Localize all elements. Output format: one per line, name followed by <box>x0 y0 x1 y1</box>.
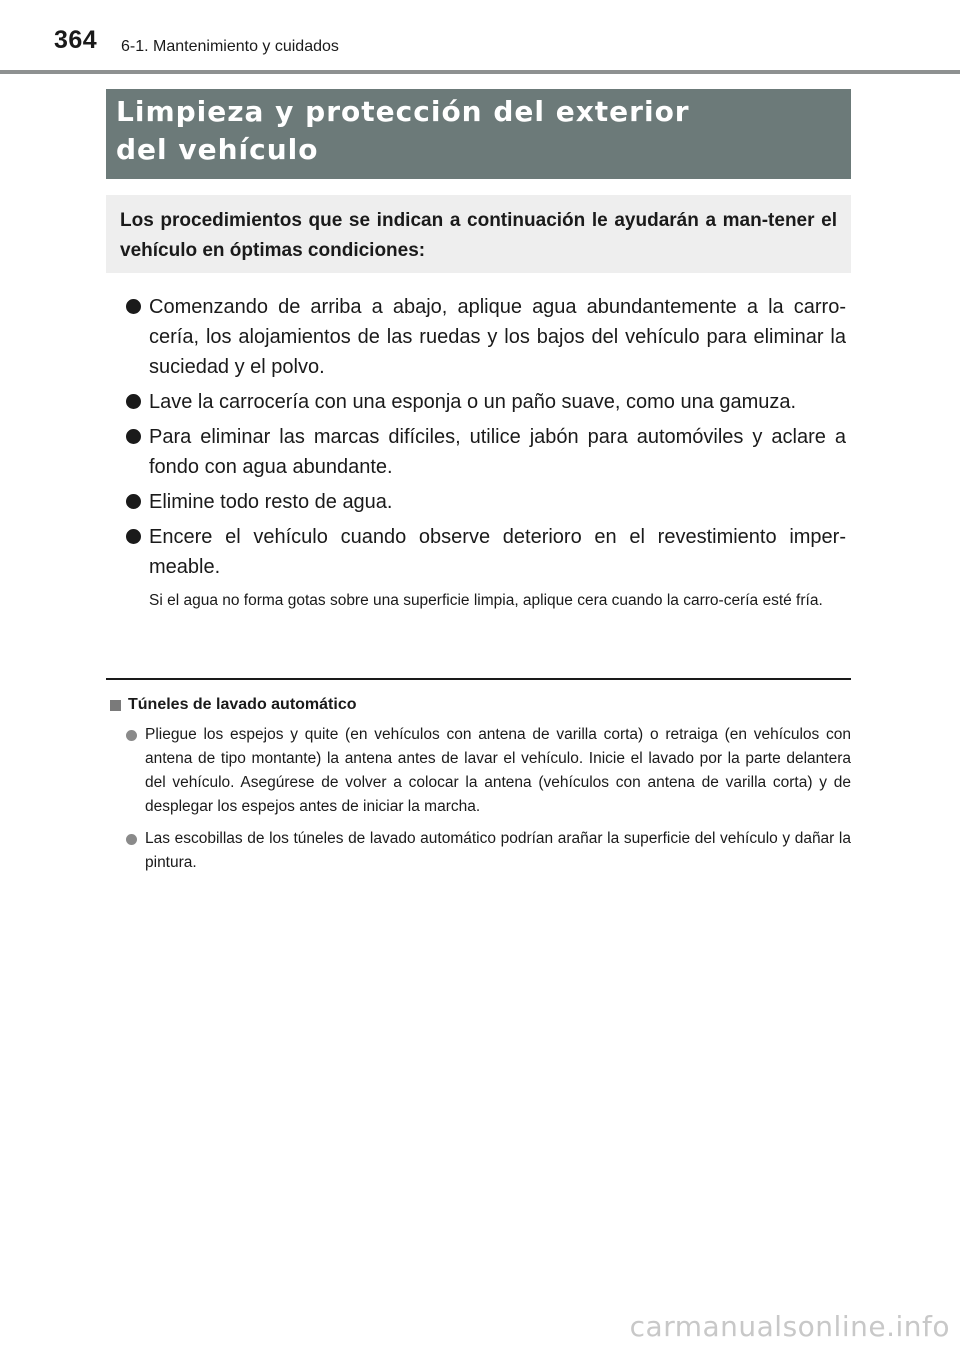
page-title <box>106 89 851 179</box>
title-line-2: del vehículo <box>116 133 319 166</box>
square-bullet-icon <box>110 700 121 711</box>
list-item-text: Encere el vehículo cuando observe deterioro en el revestimiento imper-meable. <box>149 526 846 578</box>
bullet-list <box>126 292 846 615</box>
bullet-icon <box>126 429 141 444</box>
watermark: carmanualsonline.info <box>629 1310 950 1343</box>
list-item <box>126 422 846 482</box>
list-item-text: Las escobillas de los túneles de lavado automático podrían arañar la superficie del vehículo y dañar la pintura. <box>145 830 851 871</box>
bullet-icon <box>126 730 137 741</box>
intro-box <box>106 195 851 273</box>
list-item <box>126 522 846 582</box>
list-item-text: Pliegue los espejos y quite (en vehículos con antena de varilla corta) o retraiga (en vehículos con antena de tipo montante) la antena antes de lavar el vehículo. Inicie el lavado por la parte delantera del vehículo. Asegúrese de volver a colocar la antena (vehículos con antena de varilla corta) y de desplegar los espejos antes de iniciar la marcha. <box>145 726 851 815</box>
page-number: 364 <box>54 26 98 54</box>
intro-text: Los procedimientos que se indican a continuación le ayudarán a man-tener el vehículo en óptimas condiciones: <box>120 210 837 261</box>
list-item <box>126 292 846 382</box>
bullet-icon <box>126 394 141 409</box>
list-item-text: Elimine todo resto de agua. <box>149 491 393 513</box>
section-divider <box>106 678 851 680</box>
subsection-automatic-car-wash <box>110 693 851 883</box>
list-item-text: Lave la carrocería con una esponja o un paño suave, como una gamuza. <box>149 391 797 413</box>
list-item-text: Para eliminar las marcas difíciles, utilice jabón para automóviles y aclare a fondo con agua abundante. <box>149 426 846 478</box>
list-item <box>126 487 846 517</box>
list-item-text: Comenzando de arriba a abajo, aplique agua abundantemente a la carro-cería, los alojamientos de las ruedas y los bajos del vehículo para eliminar la suciedad y el polvo. <box>149 296 846 378</box>
header-rule <box>0 70 960 74</box>
subsection-heading-text: Túneles de lavado automático <box>128 696 357 713</box>
bullet-icon <box>126 529 141 544</box>
bullet-icon <box>126 834 137 845</box>
list-item <box>110 723 851 819</box>
title-line-1: Limpieza y protección del exterior <box>116 95 690 128</box>
bullet-icon <box>126 299 141 314</box>
bullet-note: Si el agua no forma gotas sobre una superficie limpia, aplique cera cuando la carro-cería esté fría. <box>149 592 823 609</box>
section-name: 6-1. Mantenimiento y cuidados <box>121 38 339 55</box>
list-item <box>110 827 851 875</box>
bullet-icon <box>126 494 141 509</box>
subsection-heading <box>110 693 851 717</box>
list-item <box>126 387 846 417</box>
